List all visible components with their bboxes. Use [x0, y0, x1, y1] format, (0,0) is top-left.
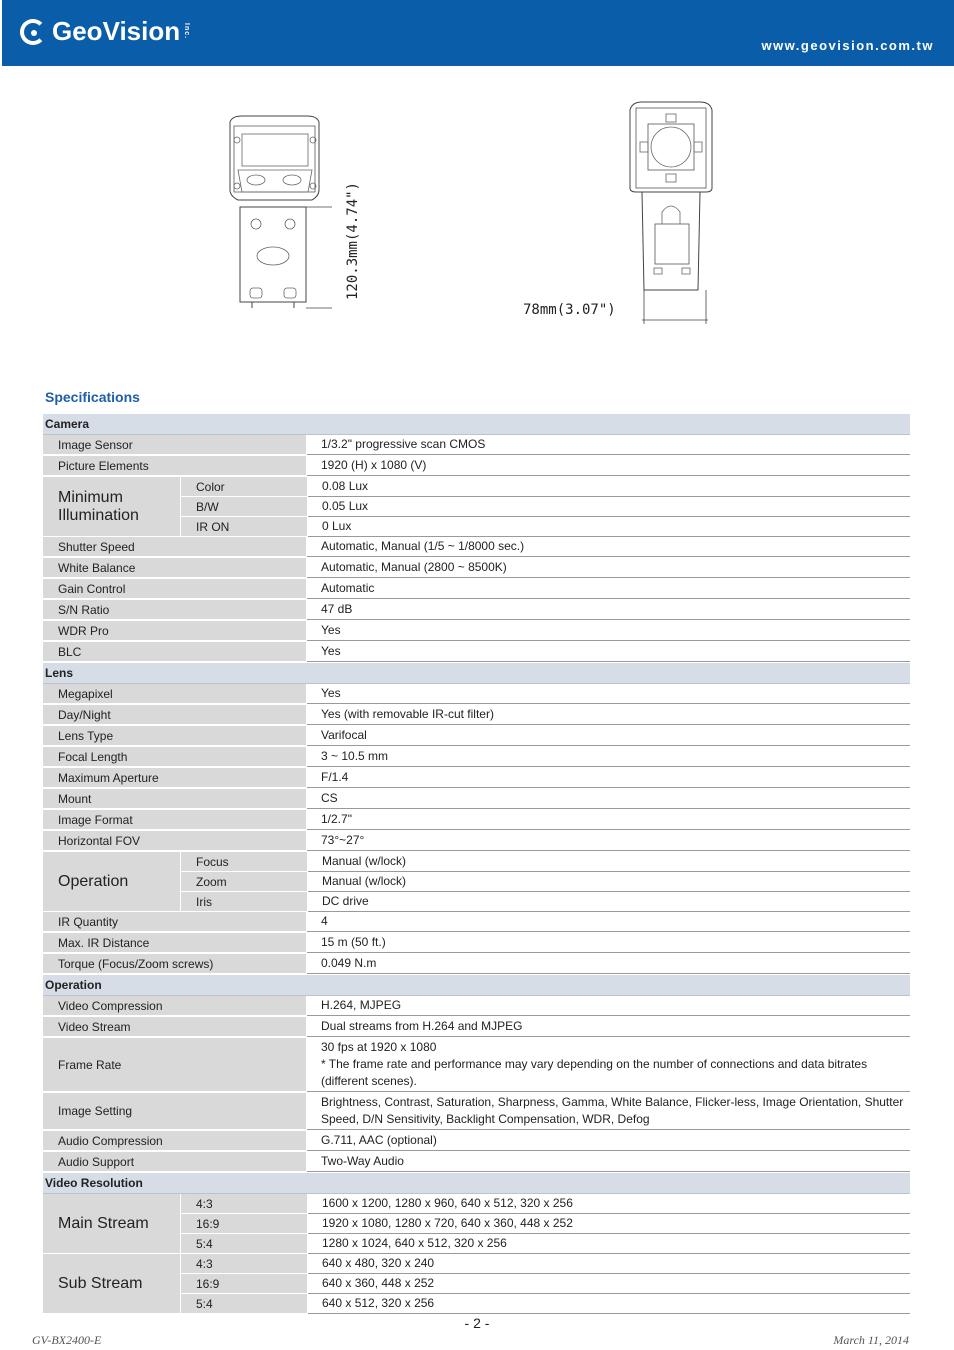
spec-sub-row	[181, 1194, 910, 1214]
spec-value: DC drive	[308, 892, 910, 912]
spec-sub-row	[181, 517, 910, 537]
spec-value: Manual (w/lock)	[308, 852, 910, 872]
spec-value: Two-Way Audio	[307, 1152, 910, 1172]
spec-sub-label: 16:9	[181, 1214, 307, 1234]
spec-sub-label: 5:4	[181, 1234, 307, 1254]
spec-label: Horizontal FOV	[43, 831, 306, 851]
spec-sub-label: 4:3	[181, 1194, 307, 1214]
spec-value: F/1.4	[307, 768, 910, 788]
spec-label: Video Compression	[43, 996, 306, 1016]
spec-row	[43, 621, 910, 642]
camera-side-view-drawing	[222, 112, 332, 317]
spec-label: Day/Night	[43, 705, 306, 725]
specifications-title: Specifications	[45, 389, 140, 405]
spec-value: 73°~27°	[307, 831, 910, 851]
spec-label: Audio Compression	[43, 1131, 306, 1151]
spec-value: Manual (w/lock)	[308, 872, 910, 892]
spec-sub-row	[181, 852, 910, 872]
document-date: March 11, 2014	[833, 1333, 909, 1347]
spec-value: G.711, AAC (optional)	[307, 1131, 910, 1151]
spec-value: Yes (with removable IR-cut filter)	[307, 705, 910, 725]
spec-row	[43, 1152, 910, 1173]
spec-value: Dual streams from H.264 and MJPEG	[307, 1017, 910, 1037]
spec-label: Gain Control	[43, 579, 306, 599]
geovision-logo-icon	[20, 19, 46, 45]
spec-sub-label: 16:9	[181, 1274, 307, 1294]
spec-sub-row	[181, 1234, 910, 1254]
spec-sub-label: Iris	[181, 892, 307, 912]
spec-row	[43, 768, 910, 789]
spec-section-header: Lens	[43, 663, 910, 684]
spec-label: IR Quantity	[43, 912, 306, 932]
height-dimension: 120.3mm(4.74")	[345, 182, 361, 301]
spec-group-label: Sub Stream	[43, 1254, 180, 1314]
spec-row	[43, 933, 910, 954]
page-number: - 2 -	[464, 1315, 490, 1331]
spec-value: Yes	[307, 684, 910, 704]
spec-value: 3 ~ 10.5 mm	[307, 747, 910, 767]
spec-value: 1600 x 1200, 1280 x 960, 640 x 512, 320 x 256	[308, 1194, 910, 1214]
spec-section-header: Operation	[43, 975, 910, 996]
spec-value: 47 dB	[307, 600, 910, 620]
spec-value: Yes	[307, 621, 910, 641]
spec-sub-label: IR ON	[181, 517, 307, 537]
brand-suffix: Inc.	[183, 23, 191, 40]
spec-value: 1920 (H) x 1080 (V)	[307, 456, 910, 476]
spec-value: 640 x 360, 448 x 252	[308, 1274, 910, 1294]
brand-logo	[20, 16, 190, 47]
spec-sub-label: Color	[181, 477, 307, 497]
spec-value: 640 x 512, 320 x 256	[308, 1294, 910, 1314]
spec-group-rows	[181, 1194, 910, 1254]
spec-sub-row	[181, 872, 910, 892]
spec-value: CS	[307, 789, 910, 809]
spec-label: S/N Ratio	[43, 600, 306, 620]
spec-group-label: Minimum Illumination	[43, 477, 180, 537]
spec-group-label: Main Stream	[43, 1194, 180, 1254]
spec-row	[43, 705, 910, 726]
spec-label: Audio Support	[43, 1152, 306, 1172]
spec-label: WDR Pro	[43, 621, 306, 641]
spec-sub-row	[181, 477, 910, 497]
spec-sub-row	[181, 497, 910, 517]
spec-row	[43, 831, 910, 852]
spec-value: 0.049 N.m	[307, 954, 910, 974]
spec-row	[43, 456, 910, 477]
spec-sub-row	[181, 892, 910, 912]
spec-value: Automatic, Manual (2800 ~ 8500K)	[307, 558, 910, 578]
spec-value: 1/2.7"	[307, 810, 910, 830]
spec-value: 0 Lux	[308, 517, 910, 537]
spec-row	[43, 1017, 910, 1038]
spec-row	[43, 537, 910, 558]
camera-rear-view-drawing	[622, 100, 718, 325]
spec-section-header: Video Resolution	[43, 1173, 910, 1194]
spec-row	[43, 726, 910, 747]
spec-row	[43, 747, 910, 768]
spec-value: Yes	[307, 642, 910, 662]
spec-row	[43, 1131, 910, 1152]
spec-group	[43, 1254, 910, 1314]
website-url[interactable]: www.geovision.com.tw	[761, 38, 934, 53]
spec-row	[43, 996, 910, 1017]
spec-label: Max. IR Distance	[43, 933, 306, 953]
specifications-table	[43, 414, 910, 1314]
spec-label: Picture Elements	[43, 456, 306, 476]
spec-row	[43, 954, 910, 975]
spec-row	[43, 558, 910, 579]
spec-group-label: Operation	[43, 852, 180, 912]
spec-value: 15 m (50 ft.)	[307, 933, 910, 953]
spec-label: Megapixel	[43, 684, 306, 704]
spec-sub-row	[181, 1254, 910, 1274]
spec-label: Image Setting	[43, 1093, 306, 1130]
spec-group-rows	[181, 477, 910, 537]
spec-sub-row	[181, 1274, 910, 1294]
spec-value: 30 fps at 1920 x 1080 * The frame rate and performance may vary depending on the number of connections and data bitrates (different scenes).	[307, 1038, 910, 1092]
brand-name: GeoVision	[52, 16, 181, 46]
spec-row	[43, 579, 910, 600]
spec-label: Lens Type	[43, 726, 306, 746]
spec-sub-label: Focus	[181, 852, 307, 872]
spec-row	[43, 642, 910, 663]
spec-value: 0.08 Lux	[308, 477, 910, 497]
spec-row	[43, 789, 910, 810]
spec-label: Mount	[43, 789, 306, 809]
spec-label: BLC	[43, 642, 306, 662]
spec-group	[43, 852, 910, 912]
spec-sub-row	[181, 1294, 910, 1314]
spec-value: Varifocal	[307, 726, 910, 746]
spec-group-rows	[181, 1254, 910, 1314]
spec-label: Video Stream	[43, 1017, 306, 1037]
spec-value: 4	[307, 912, 910, 932]
spec-row	[43, 435, 910, 456]
spec-row	[43, 912, 910, 933]
spec-label: Focal Length	[43, 747, 306, 767]
spec-label: Shutter Speed	[43, 537, 306, 557]
spec-row	[43, 810, 910, 831]
spec-value: Automatic	[307, 579, 910, 599]
spec-label: Torque (Focus/Zoom screws)	[43, 954, 306, 974]
spec-label: White Balance	[43, 558, 306, 578]
spec-group	[43, 1194, 910, 1254]
spec-value: 1280 x 1024, 640 x 512, 320 x 256	[308, 1234, 910, 1254]
spec-value: 1920 x 1080, 1280 x 720, 640 x 360, 448 x 252	[308, 1214, 910, 1234]
spec-sub-label: B/W	[181, 497, 307, 517]
spec-row	[43, 1093, 910, 1131]
spec-group-rows	[181, 852, 910, 912]
spec-value: 0.05 Lux	[308, 497, 910, 517]
spec-sub-label: Zoom	[181, 872, 307, 892]
spec-sub-row	[181, 1214, 910, 1234]
spec-value: 1/3.2" progressive scan CMOS	[307, 435, 910, 455]
spec-value: H.264, MJPEG	[307, 996, 910, 1016]
spec-row	[43, 600, 910, 621]
spec-sub-label: 4:3	[181, 1254, 307, 1274]
spec-row	[43, 1038, 910, 1093]
spec-section-header: Camera	[43, 414, 910, 435]
spec-value: Brightness, Contrast, Saturation, Sharpness, Gamma, White Balance, Flicker-less, Image Orientation, Shutter Speed, D/N Sensitivity, Backlight Compensation, WDR, Defog	[307, 1093, 910, 1130]
page-header	[2, 0, 954, 66]
spec-value: Automatic, Manual (1/5 ~ 1/8000 sec.)	[307, 537, 910, 557]
spec-label: Maximum Aperture	[43, 768, 306, 788]
width-dimension: 78mm(3.07")	[523, 302, 616, 318]
spec-label: Image Sensor	[43, 435, 306, 455]
spec-row	[43, 684, 910, 705]
spec-group	[43, 477, 910, 537]
spec-value: 640 x 480, 320 x 240	[308, 1254, 910, 1274]
spec-label: Frame Rate	[43, 1038, 306, 1092]
spec-sub-label: 5:4	[181, 1294, 307, 1314]
spec-label: Image Format	[43, 810, 306, 830]
model-name: GV-BX2400-E	[32, 1333, 102, 1347]
